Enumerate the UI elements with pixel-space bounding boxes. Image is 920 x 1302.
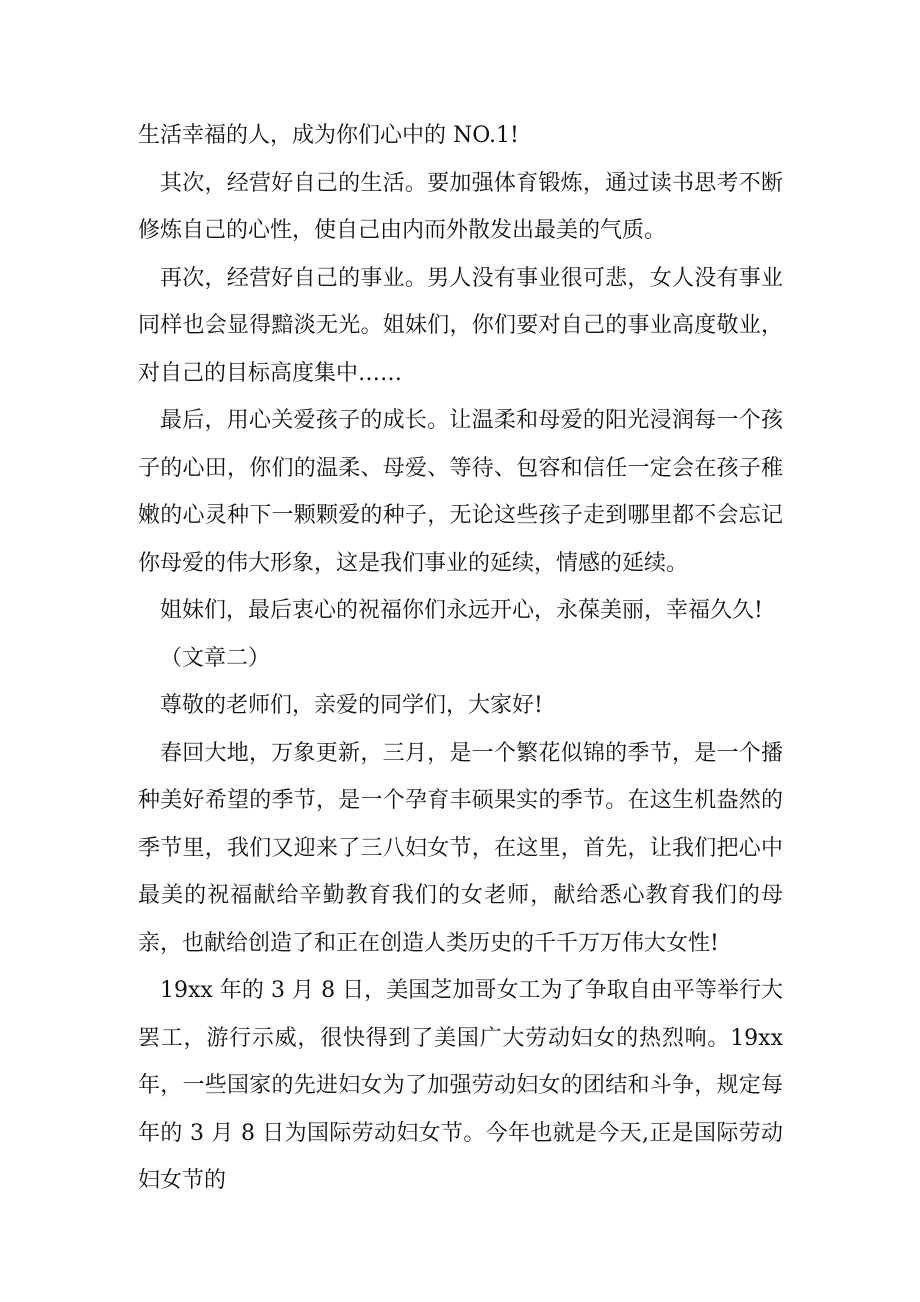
- paragraph-blessing: 姐妹们，最后衷心的祝福你们永远开心，永葆美丽，幸福久久!: [160, 598, 763, 623]
- paragraph-children: 最后，用心关爱孩子的成长。让温柔和母爱的阳光浸润每一个孩子的心田，你们的温柔、母爱、等待、包容和信任一定会在孩子稚嫩的心灵种下一颗颗爱的种子，无论这些孩子走到哪里都不会忘记你母爱的伟大形象，这是我们事业的延续，情感的延续。: [138, 408, 783, 576]
- paragraph-career: 再次，经营好自己的事业。男人没有事业很可悲，女人没有事业同样也会显得黯淡无光。姐妹们，你们要对自己的事业高度敬业，对自己的目标高度集中……: [138, 265, 783, 386]
- paragraph-continued: 生活幸福的人，成为你们心中的 NO.1!: [138, 123, 519, 148]
- paragraph-life: 其次，经营好自己的生活。要加强体育锻炼，通过读书思考不断修炼自己的心性，使自己由内而外散发出最美的气质。: [138, 170, 783, 243]
- body-text: [138, 112, 783, 1205]
- article-two-heading: （文章二）: [160, 645, 271, 671]
- paragraph-history: 19xx 年的 3 月 8 日，美国芝加哥女工为了争取自由平等举行大罢工，游行示威，很快得到了美国广大劳动妇女的热烈响。19xx 年，一些国家的先进妇女为了加强劳动妇女的团结和斗争，规定每年的 3 月 8 日为国际劳动妇女节。今年也就是今天,正是国际劳动妇女节的: [138, 978, 783, 1193]
- paragraph-greeting: 尊敬的老师们，亲爱的同学们，大家好!: [160, 693, 543, 718]
- paragraph-spring: 春回大地，万象更新，三月，是一个繁花似锦的季节，是一个播种美好希望的季节，是一个孕育丰硕果实的季节。在这生机盎然的季节里，我们又迎来了三八妇女节，在这里，首先，让我们把心中最美的祝福献给辛勤教育我们的女老师，献给悉心教育我们的母亲，也献给创造了和正在创造人类历史的千千万万伟大女性!: [138, 740, 783, 956]
